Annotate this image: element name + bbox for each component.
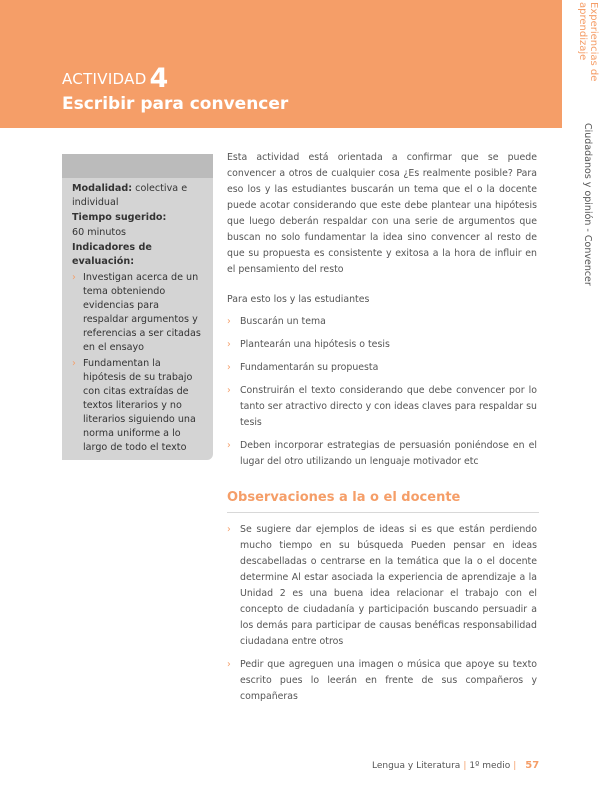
lead-text: Para esto los y las estudiantes: [227, 294, 370, 305]
page-number: 57: [525, 760, 540, 771]
step-item: › Plantearán una hipótesis o tesis: [227, 337, 537, 353]
indicador-item: › Investigan acerca de un tema obteniendo evidencias para respaldar argumentos y referencias a ser citadas en el ensayo: [72, 271, 205, 355]
modalidad-label: Modalidad:: [72, 183, 133, 194]
main-content: [227, 150, 537, 477]
step-item: › Deben incorporar estrategias de persuasión poniéndose en el lugar del otro utilizando un lenguaje motivador etc: [227, 438, 537, 470]
tiempo-label: Tiempo sugerido:: [72, 212, 167, 223]
step-item: › Fundamentarán su propuesta: [227, 360, 537, 376]
footer-separator: |: [463, 761, 467, 771]
step-item: › Construirán el texto considerando que debe convencer por lo tanto ser atractivo directo y con ideas claves para respaldar su tesis: [227, 383, 537, 431]
steps-list: [227, 314, 537, 470]
observaciones-title: Observaciones a la o el docente: [227, 490, 461, 505]
sidebar-body: [62, 178, 213, 455]
activity-title: Escribir para convencer: [62, 94, 289, 114]
footer-subject: Lengua y Literatura: [372, 761, 461, 771]
footer-separator: |: [513, 761, 517, 771]
info-sidebar: [62, 154, 213, 460]
indicadores-list: [72, 271, 205, 455]
activity-word: ACTIVIDAD: [62, 70, 147, 88]
side-tab-unit: Ciudadanos y opinión - Convencer: [582, 123, 593, 286]
observacion-item: › Se sugiere dar ejemplos de ideas si es que están perdiendo mucho tiempo en su búsqueda Pueden pensar en ideas descabelladas o centrarse en la temática que la o el docente determine Al estar asociada la experiencia de aprendizaje a la Unidad 2 es una buena idea relacionar el trabajo con el concepto de ciudadanía y participación buscando persuadir a los demás para participar de causas benéficas responsabilidad ciudadana entre otros: [227, 522, 537, 650]
indicador-item: › Fundamentan la hipótesis de su trabajo con citas extraídas de textos literarios y no literarios siguiendo una norma uniforme a lo largo de todo el texto: [72, 357, 205, 455]
observacion-item: › Pedir que agreguen una imagen o música que apoye su texto escrito pues lo leerán en frente de sus compañeros y compañeras: [227, 657, 537, 705]
intro-paragraph: Esta actividad está orientada a confirmar que se puede convencer a otros de cualquier cosa ¿Es realmente posible? Para eso los y las estudiantes buscarán un tema que el o la docente puede acotar considerando que este debe plantear una hipótesis que luego deberán respaldar con una serie de argumentos que buscan no solo fundamentar la idea sino convencer al resto de que su propuesta es consistente y exitosa a la hora de influir en el pensamiento del resto: [227, 152, 537, 275]
step-item: › Buscarán un tema: [227, 314, 537, 330]
side-tab-section: Experiencias de aprendizaje: [577, 2, 599, 82]
activity-label: [62, 63, 169, 94]
observaciones-list: [227, 522, 537, 705]
indicadores-label: Indicadores de evaluación:: [72, 242, 152, 267]
modalidad-value: colectiva e individual: [72, 183, 188, 208]
observaciones-content: [227, 522, 537, 712]
activity-number: 4: [149, 63, 169, 94]
tiempo-value: 60 minutos: [72, 227, 127, 238]
footer-level: 1º medio: [469, 761, 511, 771]
page-footer: [372, 760, 542, 771]
sidebar-band: [62, 154, 213, 178]
activity-header: [0, 0, 562, 128]
observaciones-divider: [227, 512, 539, 513]
modalidad-row: [72, 182, 205, 210]
